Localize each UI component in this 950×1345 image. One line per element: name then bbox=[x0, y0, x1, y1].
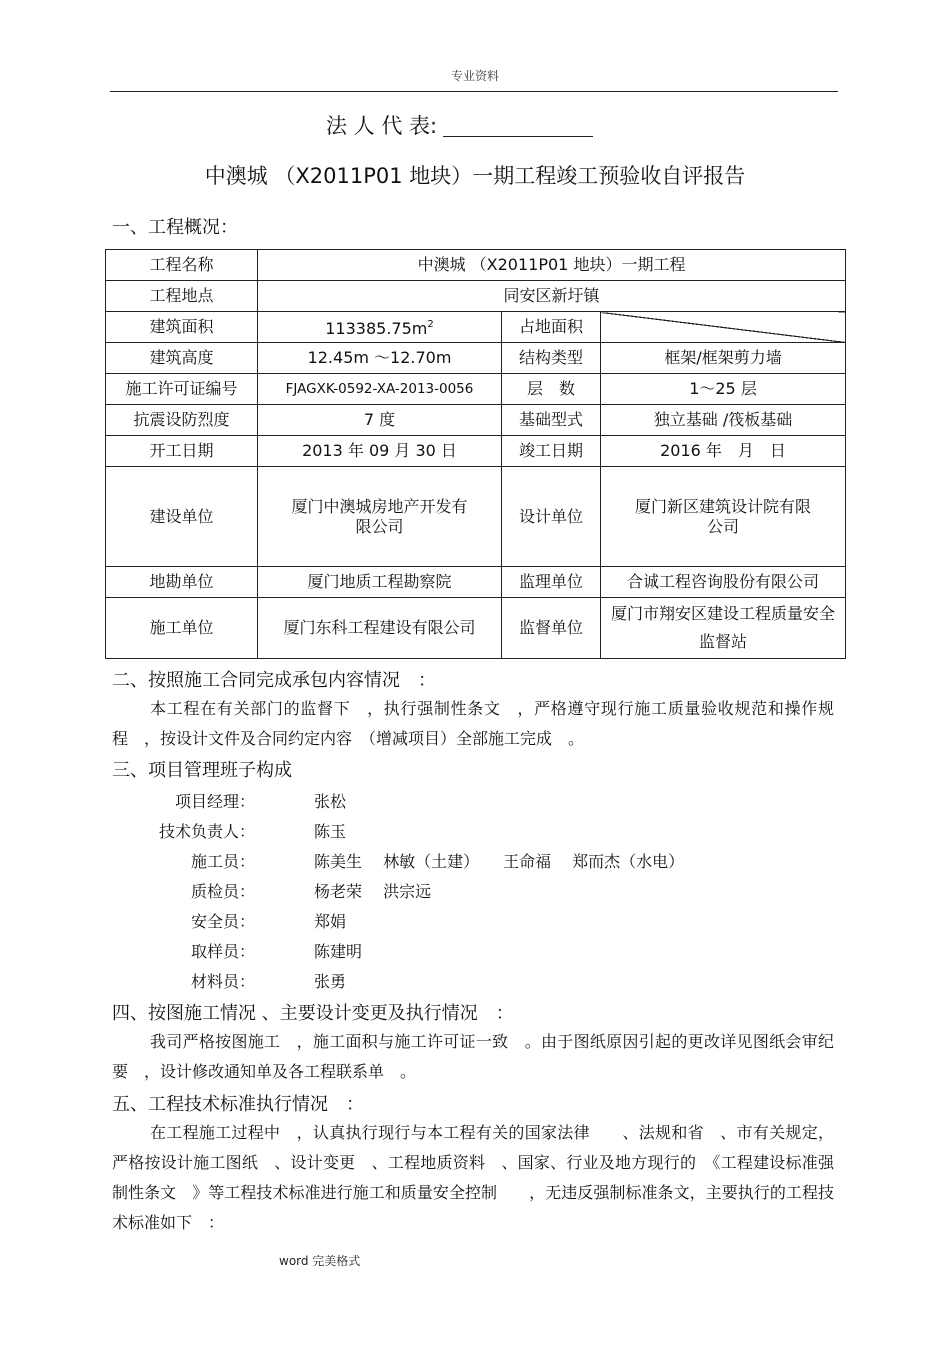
building-height-value: 12.45m ～12.70m bbox=[258, 343, 502, 374]
project-name-value: 中澳城 （X2011P01 地块）一期工程 bbox=[258, 250, 846, 281]
section4-body: 我司严格按图施工 ，施工面积与施工许可证一致 。由于图纸原因引起的更改详见图纸会审纪要 ，设计修改通知单及各工程联系单 。 bbox=[112, 1032, 834, 1081]
legal-representative-blank bbox=[443, 114, 593, 137]
staff-role: 取样员： bbox=[190, 942, 255, 961]
staff-role: 质检员： bbox=[190, 882, 255, 901]
section5-body: 在工程施工过程中 ，认真执行现行与本工程有关的国家法律 、法规和省 、市有关规定，严格按设计施工图纸 、设计变更 、工程地质资料 、国家、行业及地方现行的 《工程建设标准强制性条文 》等工程技术标准进行施工和质量安全控制 ，无违反强制标准条文，主要执行的工程技术标准如下 ： bbox=[112, 1123, 834, 1232]
section5-heading: 五、工程技术标准执行情况 ： bbox=[112, 1094, 364, 1115]
construction-unit-value: 厦门东科工程建设有限公司 bbox=[258, 598, 502, 659]
project-name-label: 工程名称 bbox=[106, 250, 258, 281]
structure-type-value: 框架/框架剪力墙 bbox=[601, 343, 846, 374]
design-unit-value-line1: 厦门新区建筑设计院有限 bbox=[635, 496, 812, 516]
start-date-value: 2013 年 09 月 30 日 bbox=[258, 436, 502, 467]
section2-body: 本工程在有关部门的监督下 ，执行强制性条文 ，严格遵守现行施工质量验收规范和操作规程 ，按设计文件及合同约定内容 （增减项目）全部施工完成 。 bbox=[112, 699, 834, 748]
section2-heading: 二、按照施工合同完成承包内容情况 ： bbox=[112, 670, 436, 691]
completion-date-label: 竣工日期 bbox=[502, 436, 601, 467]
section1-heading: 一、工程概况： bbox=[112, 217, 238, 238]
staff-role: 材料员： bbox=[190, 972, 255, 991]
floors-label: 层 数 bbox=[502, 374, 601, 405]
staff-role: 施工员： bbox=[190, 852, 255, 871]
building-height-label: 建筑高度 bbox=[106, 343, 258, 374]
staff-names: 陈建明 bbox=[314, 942, 363, 961]
land-area-value bbox=[601, 312, 846, 343]
completion-date-value: 2016 年 月 日 bbox=[601, 436, 846, 467]
page-footer: word 完美格式 bbox=[279, 1254, 361, 1268]
construction-unit-label: 施工单位 bbox=[106, 598, 258, 659]
developer-value-line2: 限公司 bbox=[355, 516, 404, 536]
oversight-unit-value-line1: 厦门市翔安区建设工程质量安全 bbox=[611, 604, 836, 623]
structure-type-label: 结构类型 bbox=[502, 343, 601, 374]
seismic-intensity-value: 7 度 bbox=[258, 405, 502, 436]
seismic-intensity-label: 抗震设防烈度 bbox=[106, 405, 258, 436]
header-divider bbox=[110, 91, 838, 92]
foundation-type-label: 基础型式 bbox=[502, 405, 601, 436]
oversight-unit-value bbox=[601, 598, 846, 659]
legal-representative-line bbox=[326, 110, 593, 140]
staff-names: 张勇 bbox=[314, 972, 347, 991]
oversight-unit-value-line2: 监督站 bbox=[699, 632, 748, 651]
building-area-value bbox=[258, 312, 502, 343]
land-area-label: 占地面积 bbox=[502, 312, 601, 343]
supervision-unit-label: 监理单位 bbox=[502, 567, 601, 598]
foundation-type-value: 独立基础 /筏板基础 bbox=[601, 405, 846, 436]
project-location-label: 工程地点 bbox=[106, 281, 258, 312]
survey-unit-value: 厦门地质工程勘察院 bbox=[258, 567, 502, 598]
building-area-label: 建筑面积 bbox=[106, 312, 258, 343]
staff-names: 陈美生 林敏（土建） 王命福 郑而杰（水电） bbox=[314, 852, 685, 871]
legal-representative-label: 法 人 代 表: bbox=[326, 114, 438, 138]
page-header: 专业资料 bbox=[450, 69, 499, 83]
permit-number-value: FJAGXK-0592-XA-2013-0056 bbox=[258, 374, 502, 405]
section4-heading: 四、按图施工情况 、主要设计变更及执行情况 ： bbox=[112, 1003, 514, 1024]
start-date-label: 开工日期 bbox=[106, 436, 258, 467]
design-unit-value bbox=[601, 467, 846, 567]
survey-unit-label: 地勘单位 bbox=[106, 567, 258, 598]
building-area-superscript: 2 bbox=[427, 319, 434, 330]
staff-role: 技术负责人： bbox=[158, 822, 255, 841]
floors-value: 1～25 层 bbox=[601, 374, 846, 405]
project-overview-table bbox=[105, 249, 846, 659]
staff-role: 项目经理： bbox=[174, 792, 255, 811]
project-location-value: 同安区新圩镇 bbox=[258, 281, 846, 312]
staff-role: 安全员： bbox=[190, 912, 255, 931]
staff-names: 杨老荣 洪宗远 bbox=[314, 882, 432, 901]
design-unit-value-line2: 公司 bbox=[707, 516, 740, 536]
developer-label: 建设单位 bbox=[106, 467, 258, 567]
staff-names: 张松 bbox=[314, 792, 347, 811]
oversight-unit-label: 监督单位 bbox=[502, 598, 601, 659]
building-area-number: 113385.75m bbox=[325, 319, 428, 338]
supervision-unit-value: 合诚工程咨询股份有限公司 bbox=[601, 567, 846, 598]
section3-heading: 三、项目管理班子构成 bbox=[112, 760, 292, 781]
design-unit-label: 设计单位 bbox=[502, 467, 601, 567]
staff-names: 郑娟 bbox=[314, 912, 347, 931]
developer-value bbox=[258, 467, 502, 567]
staff-names: 陈玉 bbox=[314, 822, 347, 841]
report-title: 中澳城 （X2011P01 地块）一期工程竣工预验收自评报告 bbox=[204, 164, 746, 188]
permit-number-label: 施工许可证编号 bbox=[106, 374, 258, 405]
developer-value-line1: 厦门中澳城房地产开发有 bbox=[291, 496, 468, 516]
